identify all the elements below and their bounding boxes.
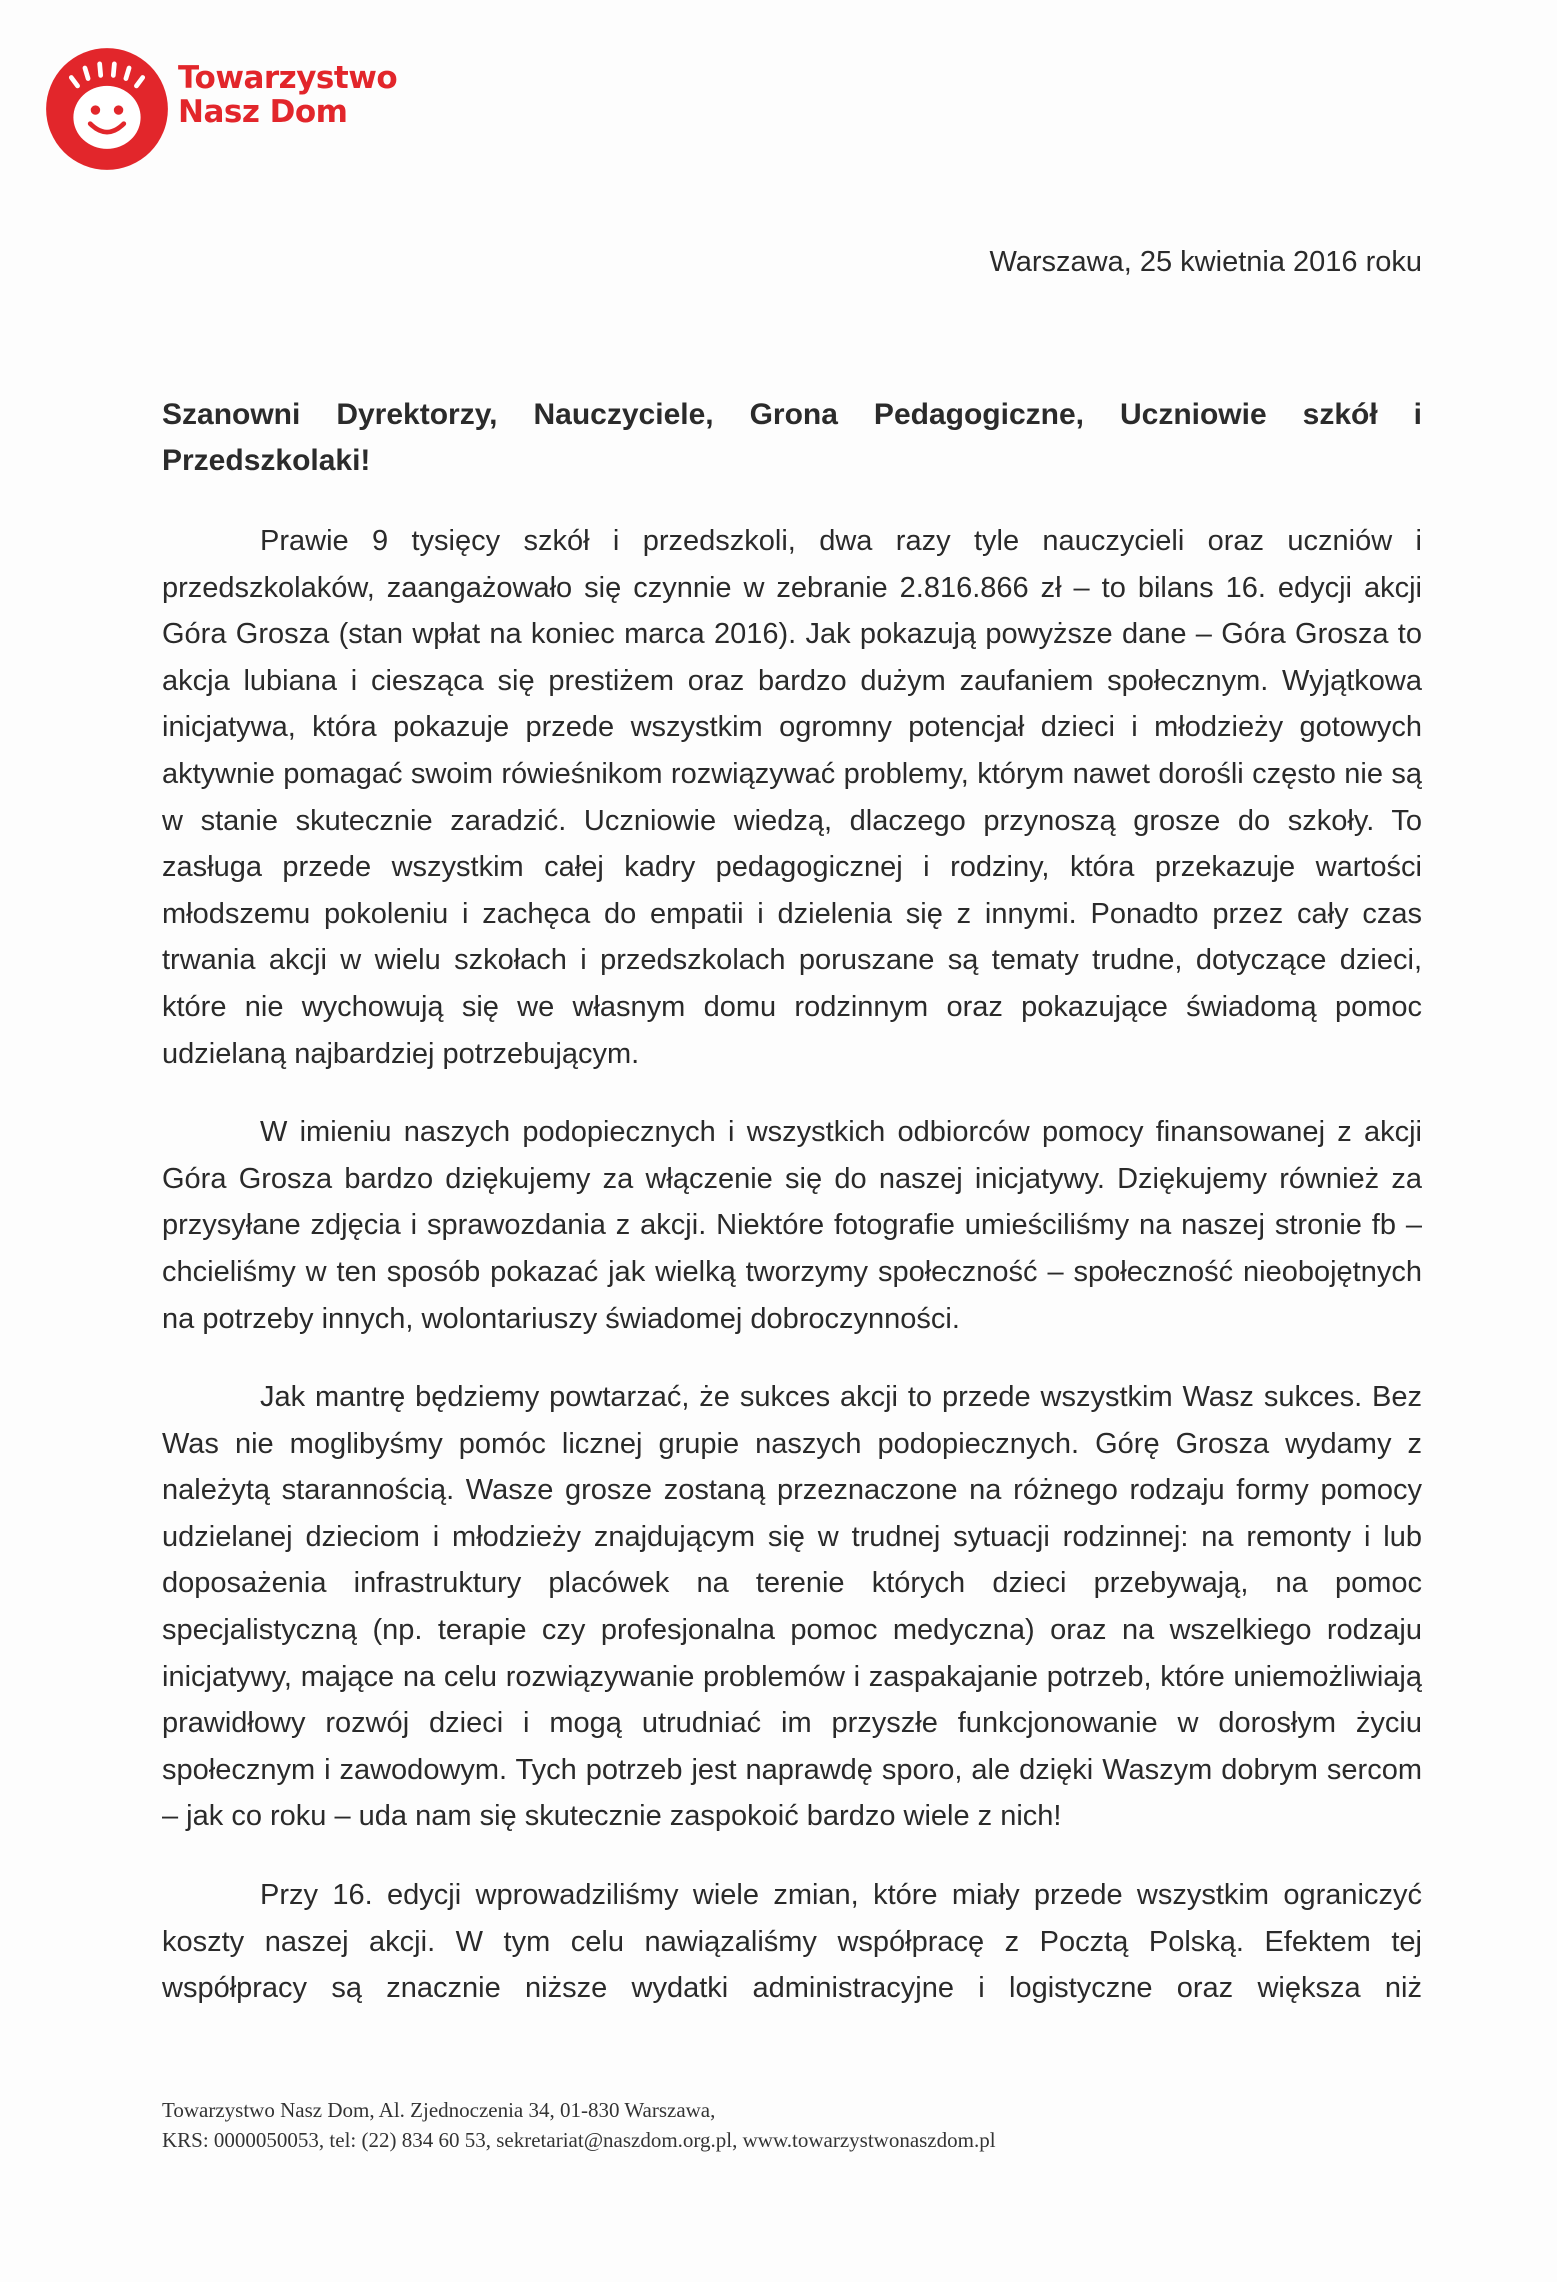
logo-wordmark <box>178 61 397 129</box>
footer-address: Towarzystwo Nasz Dom, Al. Zjednoczenia 34, 01-830 Warszawa, <box>162 2098 716 2122</box>
letter-footer <box>162 2095 996 2155</box>
body-paragraph: W imieniu naszych podopiecznych i wszystkich odbiorców pomocy finansowanej z akcji Góra Grosza bardzo dziękujemy za włączenie się do naszej inicjatywy. Dziękujemy również za przysyłane zdjęcia i sprawozdania z akcji. Niektóre fotografie umieściliśmy na naszej stronie fb – chcieliśmy w ten sposób pokazać jak wielką tworzymy społeczność – społeczność nieobojętnych na potrzeby innych, wolontariuszy świadomej dobroczynności. <box>162 1116 1422 1335</box>
letter-date: Warszawa, 25 kwietnia 2016 roku <box>989 246 1422 278</box>
footer-contact: KRS: 0000050053, tel: (22) 834 60 53, sekretariat@naszdom.org.pl, www.towarzystwonaszdom.pl <box>162 2128 996 2152</box>
logo-line-2: Nasz Dom <box>178 94 348 130</box>
body-paragraph: Przy 16. edycji wprowadziliśmy wiele zmian, które miały przede wszystkim ograniczyć koszty naszej akcji. W tym celu nawiązaliśmy współpracę z Pocztą Polską. Efektem tej współpracy są znacznie niższe wydatki administracyjne i logistyczne oraz większa niż <box>162 1879 1422 2005</box>
body-paragraph: Jak mantrę będziemy powtarzać, że sukces akcji to przede wszystkim Wasz sukces. Bez Was nie moglibyśmy pomóc licznej grupie naszych podopiecznych. Górę Grosza wydamy z należytą starannością. Wasze grosze zostaną przeznaczone na różnego rodzaju formy pomocy udzielanej dzieciom i młodzieży znajdującym się w trudnej sytuacji rodzinnej: na remonty i lub doposażenia infrastruktury placówek na terenie których dzieci przebywają, na pomoc specjalistyczną (np. terapie czy profesjonalna pomoc medyczna) oraz na wszelkiego rodzaju inicjatywy, mające na celu rozwiązywanie problemów i zaspakajanie potrzeb, które uniemożliwiają prawidłowy rozwój dzieci i mogą utrudniać im przyszłe funkcjonowanie w dorosłym życiu społecznym i zawodowym. Tych potrzeb jest naprawdę sporo, ale dzięki Waszym dobrym sercom – jak co roku – uda nam się skutecznie zaspokoić bardzo wiele z nich! <box>162 1381 1422 1833</box>
body-paragraph: Prawie 9 tysięcy szkół i przedszkoli, dwa razy tyle nauczycieli oraz uczniów i przedszkolaków, zaangażowało się czynnie w zebranie 2.816.866 zł – to bilans 16. edycji akcji Góra Grosza (stan wpłat na koniec marca 2016). Jak pokazują powyższe dane – Góra Grosza to akcja lubiana i ciesząca się prestiżem oraz bardzo dużym zaufaniem społecznym. Wyjątkowa inicjatywa, która pokazuje przede wszystkim ogromny potencjał dzieci i młodzieży gotowych aktywnie pomagać swoim rówieśnikom rozwiązywać problemy, którym nawet dorośli często nie są w stanie skutecznie zaradzić. Uczniowie wiedzą, dlaczego przynoszą grosze do szkoły. To zasługa przede wszystkim całej kadry pedagogicznej i rodziny, która przekazuje wartości młodszemu pokoleniu i zachęca do empatii i dzielenia się z innymi. Ponadto przez cały czas trwania akcji w wielu szkołach i przedszkolach poruszane są tematy trudne, dotyczące dzieci, które nie wychowują się we własnym domu rodzinnym oraz pokazujące świadomą pomoc udzielaną najbardziej potrzebującym. <box>162 525 1422 1070</box>
letter-body <box>162 518 1422 2012</box>
organization-logo <box>44 44 397 174</box>
smiling-sun-icon <box>44 46 170 172</box>
logo-line-1: Towarzystwo <box>178 60 398 96</box>
salutation-heading: Szanowni Dyrektorzy, Nauczyciele, Grona Pedagogiczne, Uczniowie szkół i Przedszkolaki! <box>162 398 1422 477</box>
